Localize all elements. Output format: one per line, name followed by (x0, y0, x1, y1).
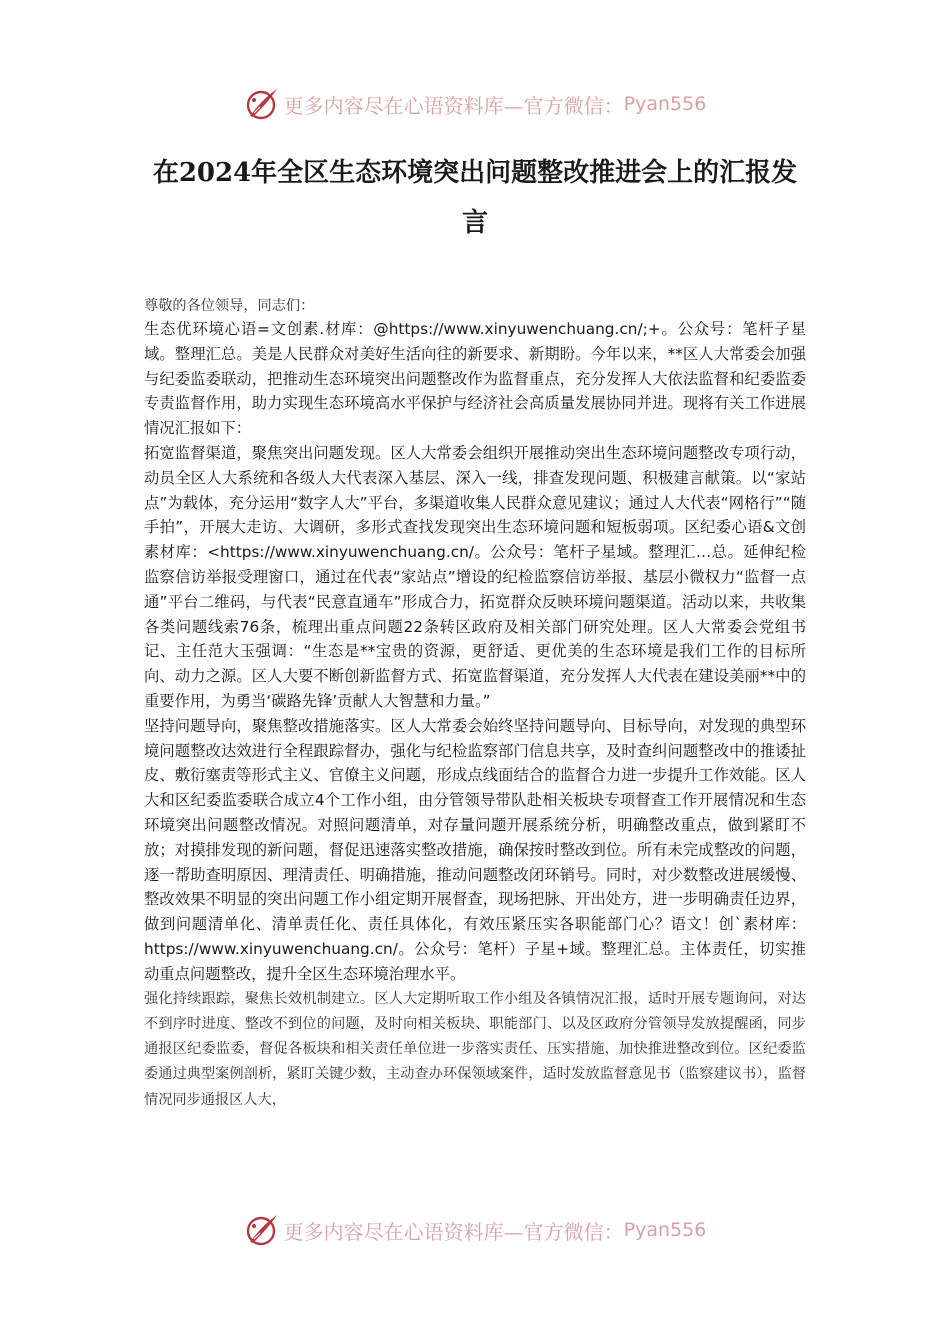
xinyu-quill-logo-icon (244, 86, 280, 122)
paragraph-continuous-tracking: 强化持续跟踪，聚焦长效机制建立。区人大定期听取工作小组及各镇情况汇报，适时开展专题询问，对达不到序时进度、整改不到位的问题，及时向相关板块、职能部门、以及区政府分管领导发放提醒函，同步通报区纪委监委，督促各板块和相关责任单位进一步落实责任、压实措施，加快推进整改到位。区纪委监委通过典型案例剖析，紧盯关键少数，主动查办环保领域案件，适时发放监督意见书（监察建议书），监督情况同步通报区人大， (144, 990, 806, 1108)
greeting: 尊敬的各位领导，同志们： (144, 298, 315, 314)
footer-banner (0, 1208, 950, 1252)
footer-wechat-id: Pyan556 (623, 1219, 707, 1241)
paragraph-problem-orientation: 坚持问题导向，聚焦整改措施落实。区人大常委会始终坚持问题导向、目标导向，对发现的典型环境问题整改达效进行全程跟踪督办，强化与纪检监察部门信息共享，及时查纠问题整改中的推诿扯皮、敷衍塞责等形式主义、官僚主义问题，形成点线面结合的监督合力进一步提升工作效能。区人大和区纪委监委联合成立4个工作小组，由分管领导带队赴相关板块专项督查工作开展情况和生态环境突出问题整改情况。对照问题清单，对存量问题开展系统分析，明确整改重点，做到紧盯不放；对摸排发现的新问题，督促迅速落实整改措施，确保按时整改到位。所有未完成整改的问题，逐一帮助查明原因、理清责任、明确措施，推动问题整改闭环销号。同时，对少数整改进展缓慢、整改效果不明显的突出问题工作小组定期开展督查，现场把脉、开出处方，进一步明确责任边界，做到问题清单化、清单责任化、责任具体化，有效压紧压实各职能部门心？语文！创`素材库：https://www.xinyuwenchuang.cn/。公众号：笔杆）子星+域。整理汇总。主体责任，切实推动重点问题整改，提升全区生态环境治理水平。 (144, 716, 806, 983)
document-title: 在2024年全区生态环境突出问题整改推进会上的汇报发言 (152, 158, 798, 238)
header-banner (0, 82, 950, 126)
header-banner-text: 更多内容尽在心语资料库—官方微信： (283, 93, 624, 118)
footer-banner-text: 更多内容尽在心语资料库—官方微信： (283, 1219, 624, 1244)
xinyu-quill-logo-icon (244, 1212, 280, 1248)
header-wechat-id: Pyan556 (623, 93, 707, 115)
document-body (144, 296, 806, 1113)
paragraph-broaden-supervision: 拓宽监督渠道，聚焦突出问题发现。区人大常委会组织开展推动突出生态环境问题整改专项行动，动员全区人大系统和各级人大代表深入基层、深入一线，排查发现问题、积极建言献策。以“家站点”为载体，充分运用“数字人大”平台，多渠道收集人民群众意见建议；通过人大代表“网格行”“随手拍”，开展大走访、大调研，多形式查找发现突出生态环境问题和短板弱项。区纪委心语&文创素材库：<https://www.xinyuwenchuang.cn/。公众号：笔杆子星域。整理汇…总。延伸纪检监察信访举报受理窗口，通过在代表“家站点”增设的纪检监察信访举报、基层小微权力“监督一点通”平台二维码，与代表“民意直通车”形成合力，拓宽群众反映环境问题渠道。活动以来，共收集各类问题线索76条，梳理出重点问题22条转区政府及相关部门研究处理。区人大常委会党组书记、主任范大玉强调：“生态是**宝贵的资源，更舒适、更优美的生态环境是我们工作的目标所向、动力之源。区人大要不断创新监督方式、拓宽监督渠道，充分发挥人大代表在建设美丽**中的重要作用，为勇当‘碳路先锋’贡献人大智慧和力量。” (144, 443, 806, 710)
paragraph-intro: 生态优环境心语=文创素.材库：@https://www.xinyuwenchuang.cn/;+。公众号：笔杆子星域。整理汇总。美是人民群众对美好生活向往的新要求、新期盼。今年以来，**区人大常委会加强与纪委监委联动，把推动生态环境突出问题整改作为监督重点，充分发挥人大依法监督和纪委监委专责监督作用，助力实现生态环境高水平保护与经济社会高质量发展协同并进。现将有关工作进展情况汇报如下： (144, 320, 806, 438)
